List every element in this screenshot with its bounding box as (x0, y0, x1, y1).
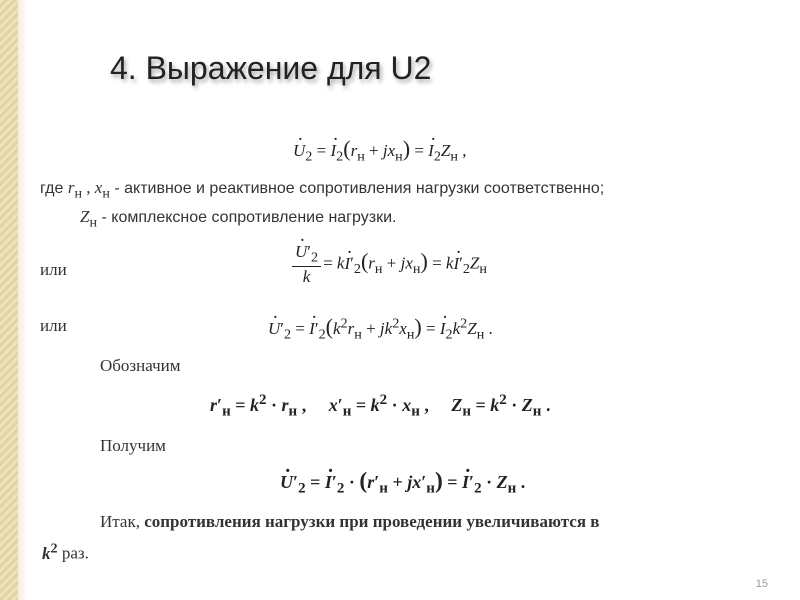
equation-u2-prime: · $U'_2$ = · $I'_2(k^2r_н + jk^2x_н)$ = · $I_2k^2Z_н$ . (268, 314, 493, 343)
slide-title: 4. Выражение для U2 (110, 50, 432, 86)
equation-u2: · $U_2$ = · $I_2(r_н + jx_н)$ = · $I_2Z_н$ , (293, 136, 466, 165)
or-label-2: или (40, 316, 67, 335)
definition-2-text: - комплексное сопротивление нагрузки. (97, 209, 397, 226)
conclusion-line-1 (100, 512, 599, 532)
definition-1-text: - активное и реактивное сопротивления нагрузки соответственно; (109, 180, 605, 197)
or-label-1: или (40, 260, 67, 279)
equation-substitutions: $r'_н = k^2 \cdot r_н$ , $x'_н = k^2 \cdot x_н$ , $Z_н = k^2 \cdot Z_н$ . (210, 392, 551, 420)
conclusion-bold: сопротивления нагрузки при проведении увеличиваются в (144, 512, 600, 531)
equation-u2-prime-over-k: · $\frac{U'_2}{k}$ = $k\cdot I'_2(r_н + jx_н) = k\cdot I'_2Z_н$ (290, 242, 487, 287)
equation-result: · $U'_2$ = · $I'_2 \cdot (r'_н + jx'_н)$ = · $I'_2 \cdot Z_н$ . (280, 468, 525, 498)
conclusion-end: раз. (57, 543, 89, 563)
obtain-label: Получим (100, 436, 166, 455)
decorative-stripe (0, 0, 18, 600)
slide-content (30, 118, 775, 573)
conclusion-line-2: $k^2$ раз. (42, 540, 89, 563)
where-word: где (40, 180, 64, 197)
denote-label: Обозначим (100, 356, 181, 375)
conclusion-start: Итак, (100, 512, 145, 531)
page-number: 15 (755, 578, 768, 590)
decorative-stripe-fade (18, 0, 28, 600)
definition-line-2: $Z_н$ - комплексное сопротивление нагрузки. (80, 207, 397, 231)
definition-line-1: где $r_н$ , $x_н$ - активное и реактивное сопротивления нагрузки соответственно; (40, 178, 605, 202)
